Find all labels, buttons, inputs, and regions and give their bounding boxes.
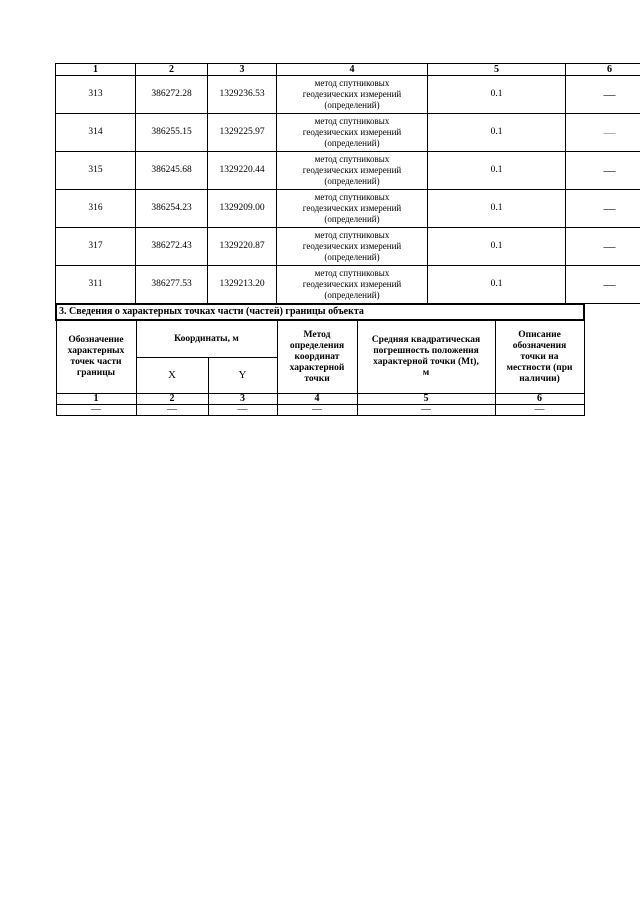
method-line: геодезических измерений: [302, 278, 402, 289]
coord-x: 386255.15: [136, 114, 208, 152]
header-line: характерной: [289, 362, 345, 373]
header-line: погрешность положения: [373, 346, 479, 356]
coord-y: 1329220.44: [208, 152, 277, 190]
header-line: м: [422, 368, 430, 378]
header-description: [495, 320, 584, 394]
header-line: Средняя квадратическая: [371, 335, 481, 345]
coordinates-table: [55, 63, 640, 304]
coord-x: 386272.43: [136, 228, 208, 266]
accuracy-value: 0.1: [428, 266, 566, 304]
method-line: метод спутниковых: [314, 115, 390, 126]
method-line: метод спутниковых: [314, 153, 390, 164]
table-header-row: [56, 64, 640, 76]
column-number-1: 1: [56, 64, 136, 76]
table-row: [56, 266, 640, 304]
point-number: 316: [56, 190, 136, 228]
header-point-designation: [56, 320, 136, 394]
header-line: Описание: [518, 329, 561, 340]
section3-table: [55, 303, 585, 416]
table-row: [56, 190, 640, 228]
header-line: точек части: [70, 357, 122, 367]
column-number-2: 2: [136, 394, 208, 405]
column-number-2: 2: [136, 64, 208, 76]
method-line: геодезических измерений: [302, 202, 402, 213]
method-line: (определений): [324, 138, 380, 149]
method-line: (определений): [324, 100, 380, 111]
description-value: —: [566, 190, 640, 228]
column-number-4: 4: [277, 394, 357, 405]
description-value: —: [566, 152, 640, 190]
method-line: метод спутниковых: [314, 191, 390, 202]
column-number-3: 3: [208, 394, 277, 405]
header-method: [277, 320, 357, 394]
method-line: геодезических измерений: [302, 126, 402, 137]
method-line: (определений): [324, 214, 380, 225]
method-line: метод спутниковых: [314, 267, 390, 278]
method-line: (определений): [324, 176, 380, 187]
coord-y: 1329209.00: [208, 190, 277, 228]
coord-x: 386254.23: [136, 190, 208, 228]
column-number-4: 4: [277, 64, 428, 76]
header-line: характерных: [67, 346, 125, 356]
method-line: (определений): [324, 252, 380, 263]
point-number: 314: [56, 114, 136, 152]
description-value: —: [566, 114, 640, 152]
coord-y: 1329220.87: [208, 228, 277, 266]
method-cell: [277, 190, 428, 228]
empty-cell: —: [495, 405, 584, 416]
accuracy-value: 0.1: [428, 152, 566, 190]
section3-empty-row: [56, 405, 584, 416]
column-number-6: 6: [566, 64, 640, 76]
empty-cell: —: [277, 405, 357, 416]
method-line: (определений): [324, 290, 380, 301]
coord-y: 1329236.53: [208, 76, 277, 114]
header-line: Метод: [303, 329, 331, 340]
column-number-1: 1: [56, 394, 136, 405]
method-cell: [277, 266, 428, 304]
table-row: [56, 114, 640, 152]
table-row: [56, 228, 640, 266]
accuracy-value: 0.1: [428, 228, 566, 266]
description-value: —: [566, 76, 640, 114]
coord-y: 1329225.97: [208, 114, 277, 152]
method-line: метод спутниковых: [314, 229, 390, 240]
table-row: [56, 76, 640, 114]
point-number: 313: [56, 76, 136, 114]
header-line: точки на: [520, 351, 559, 362]
section3-title-row: [56, 304, 584, 320]
method-cell: [277, 152, 428, 190]
method-line: геодезических измерений: [302, 164, 402, 175]
header-line: характерной точки (Mt),: [373, 357, 479, 367]
section3-number-row: [56, 394, 584, 405]
point-number: 315: [56, 152, 136, 190]
description-value: —: [566, 228, 640, 266]
empty-cell: —: [208, 405, 277, 416]
description-value: —: [566, 266, 640, 304]
method-line: геодезических измерений: [302, 88, 402, 99]
header-x: X: [136, 358, 208, 394]
header-accuracy: [357, 320, 495, 394]
header-line: обозначения: [512, 340, 567, 351]
header-y: Y: [208, 358, 277, 394]
accuracy-value: 0.1: [428, 76, 566, 114]
header-line: границы: [76, 368, 116, 378]
column-number-3: 3: [208, 64, 277, 76]
method-line: метод спутниковых: [314, 77, 390, 88]
accuracy-value: 0.1: [428, 114, 566, 152]
coord-y: 1329213.20: [208, 266, 277, 304]
point-number: 311: [56, 266, 136, 304]
header-line: Обозначение: [68, 335, 124, 345]
header-coordinates: Координаты, м: [136, 320, 277, 358]
column-number-5: 5: [357, 394, 495, 405]
coord-x: 386277.53: [136, 266, 208, 304]
empty-cell: —: [136, 405, 208, 416]
coord-x: 386272.28: [136, 76, 208, 114]
method-line: геодезических измерений: [302, 240, 402, 251]
header-line: точки: [304, 373, 330, 384]
header-line: местности (при: [506, 362, 573, 373]
empty-cell: —: [357, 405, 495, 416]
section3-title: 3. Сведения о характерных точках части (частей) границы объекта: [56, 304, 584, 320]
method-cell: [277, 228, 428, 266]
accuracy-value: 0.1: [428, 190, 566, 228]
header-line: координат: [294, 351, 340, 362]
table-row: [56, 152, 640, 190]
header-line: наличии): [519, 373, 560, 384]
header-line: определения: [289, 340, 345, 351]
coord-x: 386245.68: [136, 152, 208, 190]
method-cell: [277, 114, 428, 152]
column-number-6: 6: [495, 394, 584, 405]
point-number: 317: [56, 228, 136, 266]
column-number-5: 5: [428, 64, 566, 76]
section3-header-row: [56, 320, 584, 358]
empty-cell: —: [56, 405, 136, 416]
method-cell: [277, 76, 428, 114]
